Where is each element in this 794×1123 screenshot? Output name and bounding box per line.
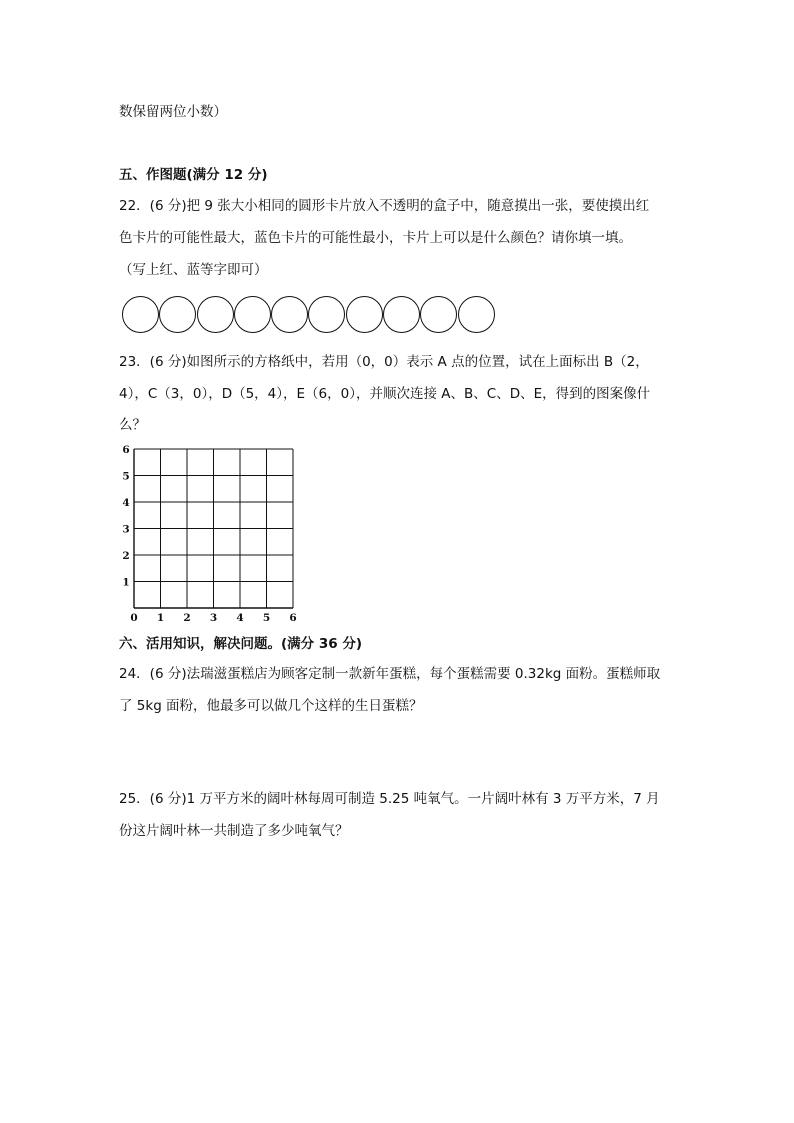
x-tick-label: 2 bbox=[183, 612, 191, 624]
x-tick-label: 5 bbox=[262, 612, 271, 624]
card-circles bbox=[122, 296, 495, 334]
x-tick-label: 1 bbox=[156, 612, 165, 624]
x-tick-label: 3 bbox=[209, 612, 218, 624]
x-tick-label: 0 bbox=[130, 612, 138, 624]
y-tick-label: 2 bbox=[122, 550, 130, 562]
q25-line2: 份这片阔叶林一共制造了多少吨氧气？ bbox=[119, 823, 349, 839]
card-circle bbox=[308, 296, 345, 333]
x-tick-label: 6 bbox=[289, 612, 297, 624]
q23-line2: 4），C（3，0），D（5，4），E（6，0），并顺次连接 A、B、C、D、E，得到的图案像什 bbox=[119, 386, 651, 402]
y-tick-label: 5 bbox=[122, 470, 130, 483]
card-circle bbox=[346, 296, 383, 333]
card-circle bbox=[458, 296, 495, 333]
q22-line1: 22．(6 分)把 9 张大小相同的圆形卡片放入不透明的盒子中，随意摸出一张，要使摸出红 bbox=[119, 198, 650, 214]
q23-line3: 么？ bbox=[119, 417, 146, 433]
section5-heading: 五、作图题(满分 12 分) bbox=[119, 167, 268, 183]
y-tick-label: 1 bbox=[122, 576, 130, 589]
continuation-text: 数保留两位小数） bbox=[119, 104, 227, 120]
card-circle bbox=[271, 296, 308, 333]
q24-line2: 了 5kg 面粉，他最多可以做几个这样的生日蛋糕？ bbox=[119, 698, 423, 714]
card-circle bbox=[234, 296, 271, 333]
card-circle bbox=[122, 296, 159, 333]
y-tick-label: 3 bbox=[122, 523, 130, 536]
card-circle bbox=[420, 296, 457, 333]
q22-line2: 色卡片的可能性最大，蓝色卡片的可能性最小，卡片上可以是什么颜色？请你填一填。 bbox=[119, 230, 632, 246]
y-tick-label: 6 bbox=[122, 444, 130, 456]
card-circle bbox=[159, 296, 196, 333]
grid-svg bbox=[118, 442, 308, 624]
section6-heading: 六、活用知识，解决问题。(满分 36 分) bbox=[119, 636, 363, 652]
card-circle bbox=[197, 296, 234, 333]
q24-line1: 24．(6 分)法瑞滋蛋糕店为顾客定制一款新年蛋糕，每个蛋糕需要 0.32kg 面粉。蛋糕师取 bbox=[119, 666, 661, 682]
x-tick-label: 4 bbox=[236, 612, 244, 624]
q22-line3: （写上红、蓝等字即可） bbox=[119, 262, 268, 278]
coordinate-grid bbox=[118, 442, 308, 628]
y-tick-label: 4 bbox=[122, 497, 130, 509]
card-circle bbox=[383, 296, 420, 333]
q25-line1: 25．(6 分)1 万平方米的阔叶林每周可制造 5.25 吨氧气。一片阔叶林有 3 万平方米，7 月 bbox=[119, 791, 660, 807]
q23-line1: 23．(6 分)如图所示的方格纸中，若用（0，0）表示 A 点的位置，试在上面标出 B（2， bbox=[119, 354, 649, 370]
